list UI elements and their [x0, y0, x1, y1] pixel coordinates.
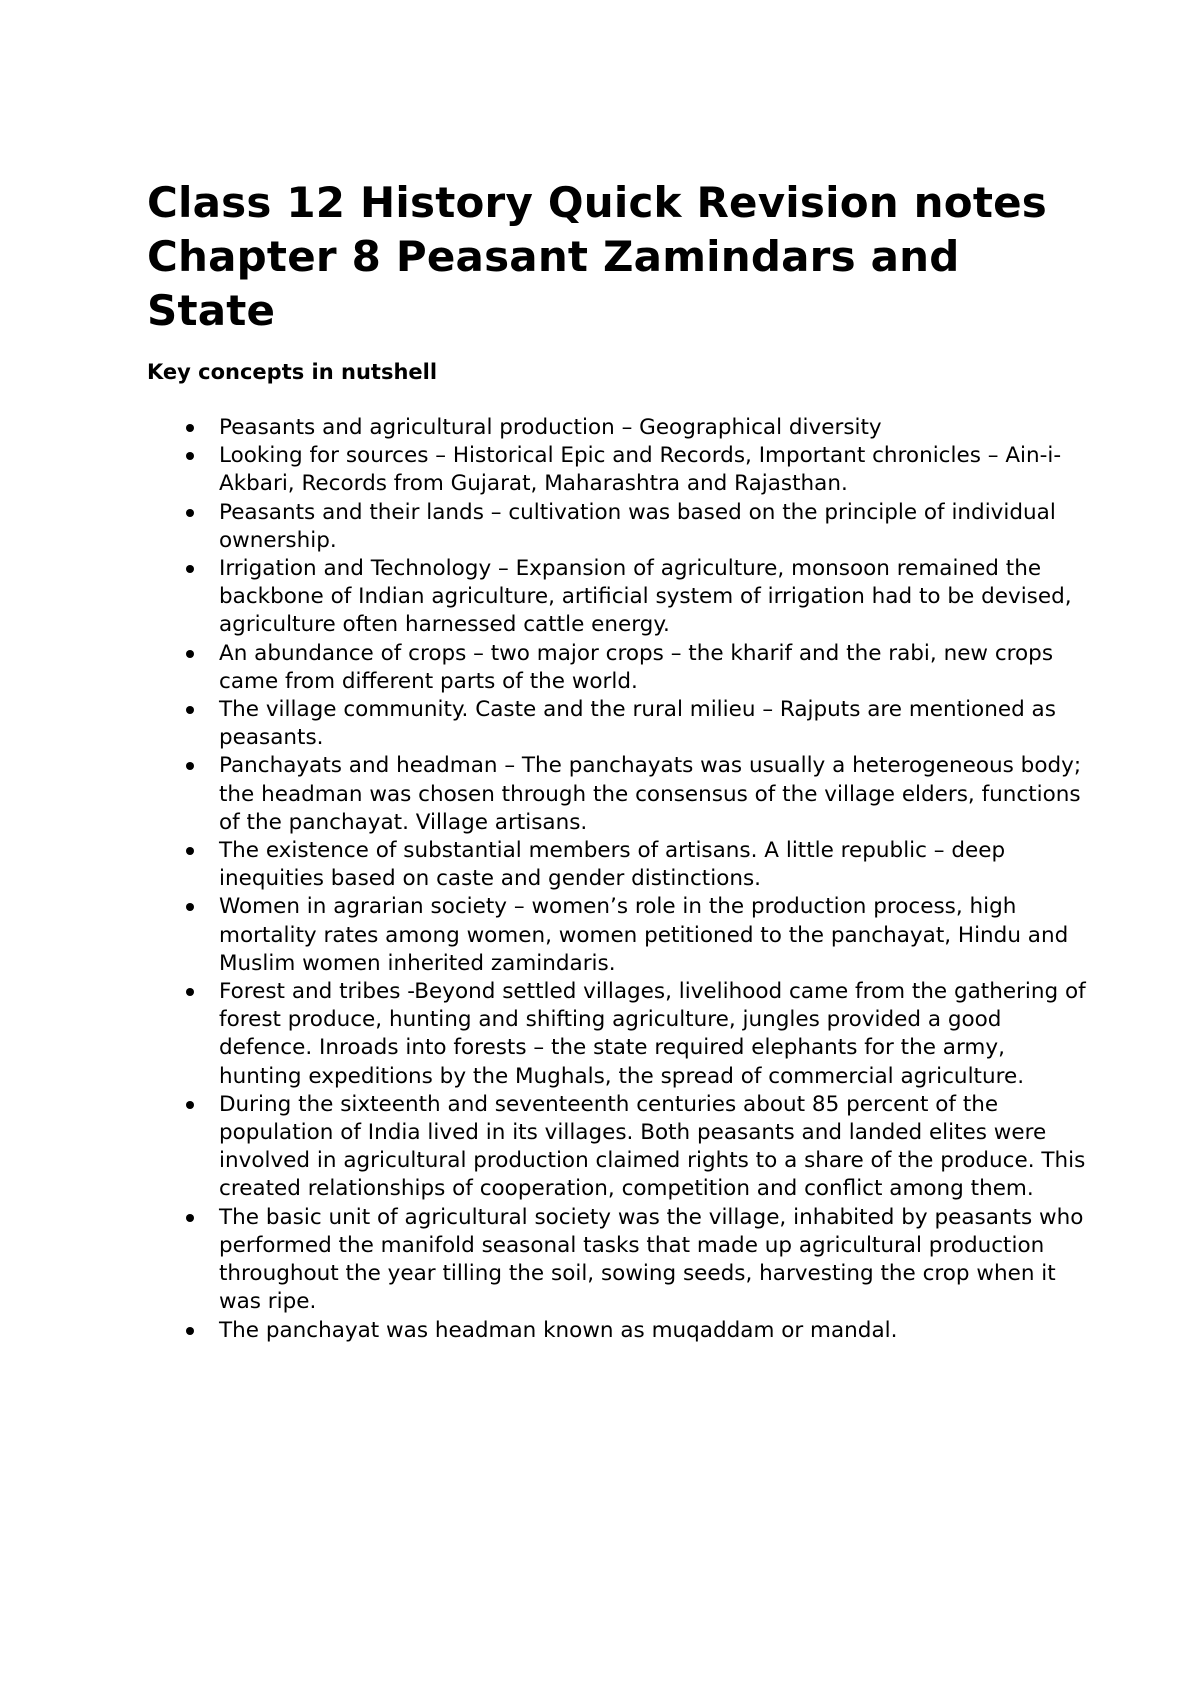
list-item-text: Peasants and agricultural production – Geographical diversity — [219, 415, 882, 440]
list-item-text: Forest and tribes -Beyond settled villages, livelihood came from the gathering of forest produce, hunting and shifting agriculture, jungles provided a good defence. Inroads into forests – the state required elephants for the army, hunting expeditions by the Mughals, the spread of commercial agriculture. — [219, 979, 1086, 1089]
list-item-text: Women in agrarian society – women’s role in the production process, high mortality rates among women, women petitioned to the panchayat, Hindu and Muslim women inherited zamindaris. — [219, 894, 1069, 976]
list-item-text: The existence of substantial members of artisans. A little republic – deep inequities based on caste and gender distinctions. — [219, 838, 1006, 892]
bullet-icon — [186, 424, 194, 432]
list-item — [147, 499, 1087, 555]
list-item — [147, 640, 1087, 696]
bullet-icon — [186, 1327, 194, 1335]
list-item — [147, 1317, 1087, 1345]
list-item-text: An abundance of crops – two major crops – the kharif and the rabi, new crops came from different parts of the world. — [219, 640, 1054, 694]
list-item-text: The basic unit of agricultural society was the village, inhabited by peasants who performed the manifold seasonal tasks that made up agricultural production throughout the year tilling the soil, sowing seeds, harvesting the crop when it was ripe. — [219, 1204, 1084, 1315]
bullet-icon — [186, 565, 194, 573]
list-item-text: During the sixteenth and seventeenth centuries about 85 percent of the population of India lived in its villages. Both peasants and landed elites were involved in agricultural production claimed rights to a share of the produce. This created relationships of cooperation, competition and conflict among them. — [219, 1091, 1086, 1202]
bullet-icon — [186, 509, 194, 517]
list-item — [147, 555, 1087, 640]
list-item — [147, 752, 1087, 837]
bullet-icon — [186, 650, 194, 658]
list-item — [147, 1204, 1087, 1317]
list-item — [147, 978, 1087, 1091]
bullet-icon — [186, 1101, 194, 1109]
list-item-text: Peasants and their lands – cultivation was based on the principle of individual ownership. — [219, 499, 1056, 553]
list-item-text: Looking for sources – Historical Epic and Records, Important chronicles – Ain-i-Akbari, Records from Gujarat, Maharashtra and Rajasthan. — [219, 443, 1062, 497]
list-item — [147, 837, 1087, 893]
bullet-icon — [186, 903, 194, 911]
list-item-text: The panchayat was headman known as muqaddam or mandal. — [219, 1317, 898, 1343]
bullet-icon — [186, 1214, 194, 1222]
bullet-icon — [186, 847, 194, 855]
bullet-list — [147, 414, 1087, 1345]
list-item-text: Irrigation and Technology – Expansion of agriculture, monsoon remained the backbone of Indian agriculture, artificial system of irrigation had to be devised, agriculture often harnessed cattle energy. — [219, 556, 1072, 638]
list-item-text: Panchayats and headman – The panchayats was usually a heterogeneous body; the headman was chosen through the consensus of the village elders, functions of the panchayat. Village artisans. — [219, 753, 1082, 835]
list-item — [147, 893, 1087, 978]
list-item — [147, 696, 1087, 752]
list-item — [147, 1091, 1087, 1204]
document-title: Class 12 History Quick Revision notes Chapter 8 Peasant Zamindars and State — [147, 178, 1047, 335]
list-item-text: The village community. Caste and the rural milieu – Rajputs are mentioned as peasants. — [219, 697, 1056, 751]
list-item — [147, 442, 1087, 498]
list-item — [147, 414, 1087, 442]
bullet-icon — [186, 706, 194, 714]
bullet-icon — [186, 452, 194, 460]
bullet-icon — [186, 988, 194, 996]
section-heading: Key concepts in nutshell — [147, 360, 438, 384]
document-page — [147, 176, 1087, 1345]
bullet-icon — [186, 762, 194, 770]
